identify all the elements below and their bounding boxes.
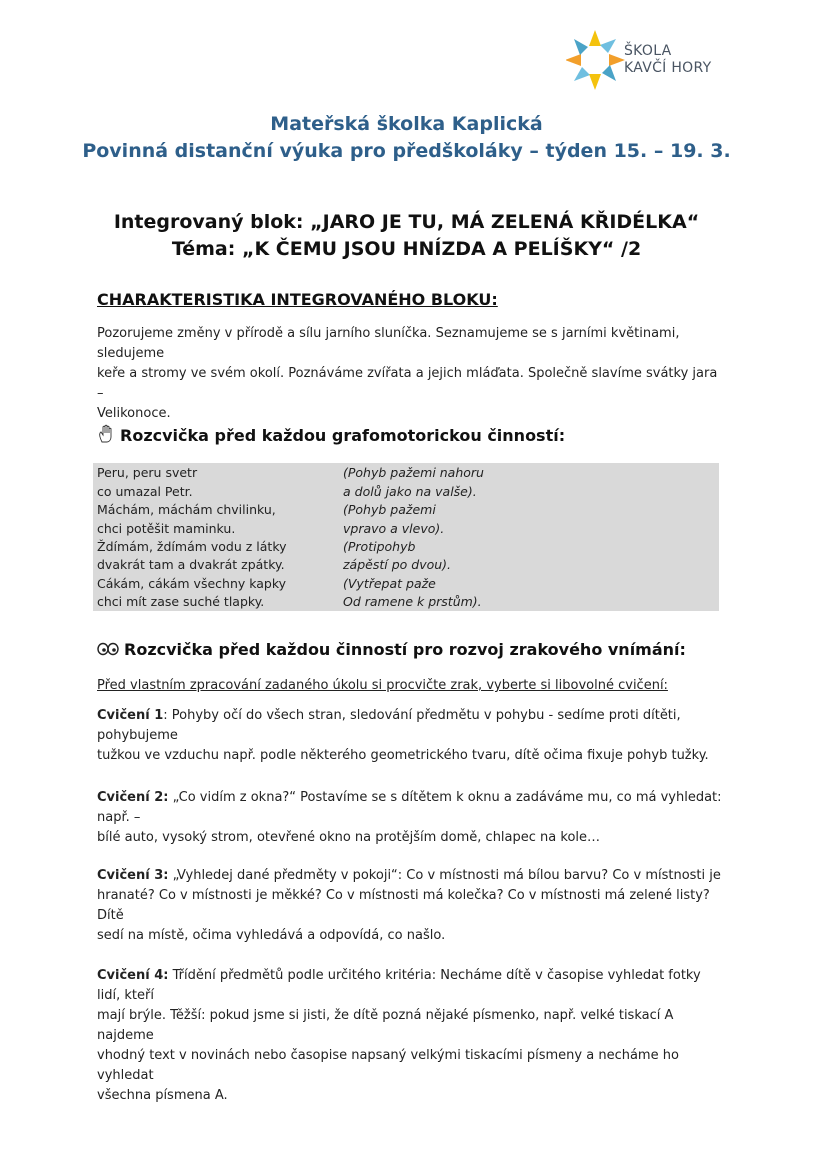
block-title: Integrovaný blok: „JARO JE TU, MÁ ZELENÁ KŘIDÉLKA“ <box>113 211 700 233</box>
characteristics-line-3: Velikonoce. <box>97 406 171 421</box>
rhyme-verse: co umazal Petr. <box>97 484 193 499</box>
visual-warmup-intro: Před vlastním zpracování zadaného úkolu si procvičte zrak, vyberte si libovolné cvičení: <box>97 678 668 693</box>
rhyme-row <box>97 555 452 574</box>
block-topic: Téma: „K ČEMU JSOU HNÍZDA A PELÍŠKY“ /2 <box>171 238 642 260</box>
rhyme-instruction: (Vytřepat paže <box>343 576 436 591</box>
exercise-2-line-2: bílé auto, vysoký strom, otevřené okno na protějším domě, chlapec na kole… <box>97 830 601 845</box>
visual-warmup-title-text: Rozcvička před každou činností pro rozvoj zrakového vnímání: <box>124 640 686 659</box>
rhyme-verse: Cákám, cákám všechny kapky <box>97 576 287 591</box>
visual-warmup-title <box>97 640 686 659</box>
logo-line-1: ŠKOLA <box>624 43 672 59</box>
rhyme-table <box>93 463 719 611</box>
rhyme-instruction: a dolů jako na valše). <box>343 484 477 499</box>
exercise-1-line-2: tužkou ve vzduchu např. podle některého geometrického tvaru, dítě očima fixuje pohyb tužky. <box>97 748 709 763</box>
exercise-4-line-3: vhodný text v novinách nebo časopise napsaný velkými tiskacími písmeny a necháme ho vyhledat <box>97 1048 679 1083</box>
exercise-3-label: Cvičení 3: <box>97 868 169 883</box>
rhyme-row <box>97 482 477 501</box>
characteristics-text <box>97 324 722 424</box>
rhyme-verse: chci potěšit maminku. <box>97 521 236 536</box>
rhyme-row <box>97 519 445 538</box>
rhyme-verse: dvakrát tam a dvakrát zpátky. <box>97 557 285 572</box>
exercise-3 <box>97 866 722 946</box>
characteristics-title: CHARAKTERISTIKA INTEGROVANÉHO BLOKU: <box>97 290 498 309</box>
exercise-3-line-1: „Vyhledej dané předměty v pokoji“: Co v místnosti má bílou barvu? Co v místnosti je <box>168 868 721 883</box>
rhyme-verse: Ždímám, ždímám vodu z látky <box>97 539 287 554</box>
exercise-3-line-3: sedí na místě, očima vyhledává a odpovídá, co našlo. <box>97 928 446 943</box>
exercise-1-label: Cvičení 1 <box>97 708 164 723</box>
eyes-icon <box>97 642 119 656</box>
rhyme-instruction: (Protipohyb <box>343 539 416 554</box>
rhyme-verse: Peru, peru svetr <box>97 465 198 480</box>
grapho-warmup-title-text: Rozcvička před každou grafomotorickou činností: <box>120 426 566 445</box>
rhyme-instruction: vpravo a vlevo). <box>343 521 445 536</box>
exercise-4-label: Cvičení 4: <box>97 968 169 983</box>
exercise-4-line-2: mají brýle. Těžší: pokud jsme si jisti, že dítě pozná nějaké písmenko, např. velké tiskací A najdeme <box>97 1008 674 1043</box>
logo-line-2: KAVČÍ HORY <box>624 60 712 76</box>
exercise-1 <box>97 706 722 766</box>
rhyme-verse: chci mít zase suché tlapky. <box>97 594 265 609</box>
rhyme-row <box>97 574 436 593</box>
page-subtitle: Povinná distanční výuka pro předškoláky – týden 15. – 19. 3. <box>82 140 731 162</box>
exercise-1-line-1: : Pohyby očí do všech stran, sledování předmětu v pohybu - sedíme proti dítěti, pohybujeme <box>97 708 681 743</box>
hand-icon <box>97 424 117 444</box>
characteristics-line-1: Pozorujeme změny v přírodě a sílu jarního sluníčka. Seznamujeme se s jarními květinami, sledujeme <box>97 326 680 361</box>
rhyme-row <box>97 463 484 482</box>
rhyme-instruction: (Pohyb pažemi nahoru <box>343 465 484 480</box>
school-logo <box>566 28 726 92</box>
exercise-2-label: Cvičení 2: <box>97 790 169 805</box>
exercise-2 <box>97 788 722 848</box>
characteristics-line-2: keře a stromy ve svém okolí. Poznáváme zvířata a jejich mláďata. Společně slavíme svátky jara – <box>97 366 718 401</box>
exercise-4-line-1: Třídění předmětů podle určitého kritéria: Necháme dítě v časopise vyhledat fotky lidí, kteří <box>97 968 701 1003</box>
rhyme-row <box>97 500 436 519</box>
rhyme-verse: Máchám, máchám chvilinku, <box>97 502 276 517</box>
exercise-4-line-4: všechna písmena A. <box>97 1088 228 1103</box>
rhyme-instruction: zápěstí po dvou). <box>343 557 452 572</box>
grapho-warmup-title <box>97 424 565 445</box>
exercise-4 <box>97 966 722 1106</box>
rhyme-row <box>97 537 416 556</box>
school-name: Mateřská školka Kaplická <box>270 113 543 135</box>
exercise-3-line-2: hranaté? Co v místnosti je měkké? Co v místnosti má kolečka? Co v místnosti má zelené listy? Dítě <box>97 888 710 923</box>
exercise-2-line-1: „Co vidím z okna?“ Postavíme se s dítětem k oknu a zadáváme mu, co má vyhledat: např. – <box>97 790 722 825</box>
rhyme-instruction: (Pohyb pažemi <box>343 502 436 517</box>
sun-logo-icon <box>566 28 626 92</box>
rhyme-instruction: Od ramene k prstům). <box>343 594 482 609</box>
rhyme-row <box>97 592 482 611</box>
